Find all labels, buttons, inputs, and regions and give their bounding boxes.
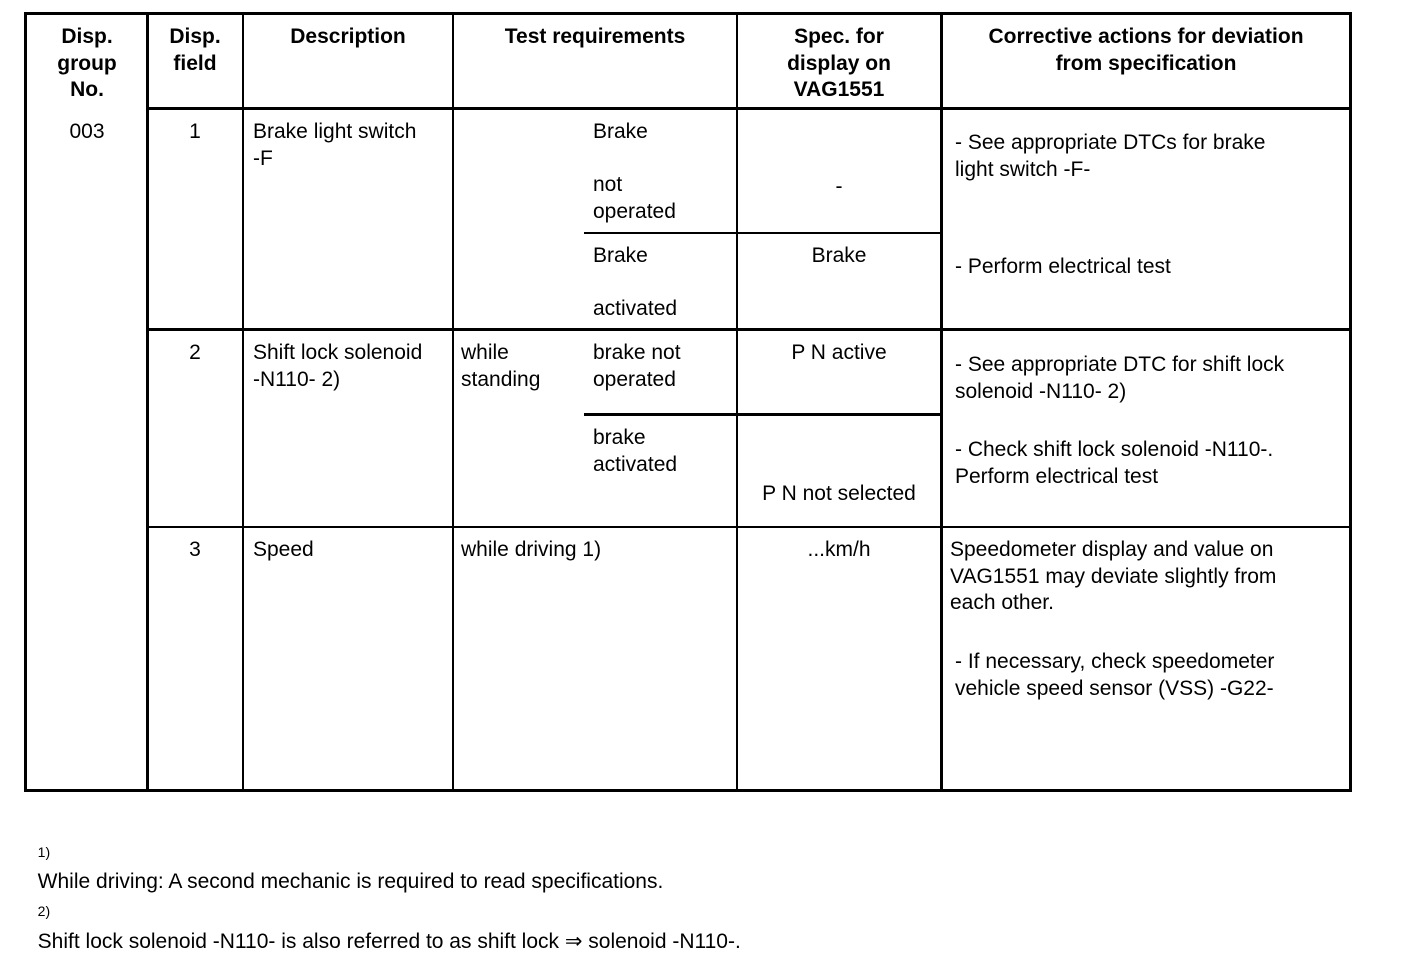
row-3-spec: ...km/h xyxy=(807,538,871,561)
col-sep-3 xyxy=(452,12,454,792)
row-3-description: Speed xyxy=(253,538,314,561)
row-2-description: Shift lock solenoid -N110- 2) xyxy=(253,341,423,391)
table-border-left xyxy=(24,12,27,792)
header-disp-group: Disp. group No. xyxy=(57,25,117,101)
row-1-action-1: - See appropriate DTCs for brake light switch -F- xyxy=(955,131,1266,181)
col-sep-2 xyxy=(242,12,244,792)
row-2-action-1: - See appropriate DTC for shift lock solenoid -N110- 2) xyxy=(955,353,1285,403)
footnote-2-text: Shift lock solenoid -N110- is also referred to as shift lock ⇒ solenoid -N110-. xyxy=(37,930,741,953)
group-number: 003 xyxy=(69,120,105,143)
row-2-spec-b: P N not selected xyxy=(762,482,916,505)
row-1-condition-a: Brake not operated xyxy=(593,120,676,223)
row-2-requirement: while standing xyxy=(461,341,541,391)
row-3-action-1: Speedometer display and value on VAG1551 may deviate slightly from each other. xyxy=(950,538,1277,614)
row-2-spec-a: P N active xyxy=(791,341,887,364)
table-border-top xyxy=(24,12,1352,15)
row-2-condition-b: brake activated xyxy=(593,426,678,476)
footnote-2-mark: 2) xyxy=(37,903,51,919)
row-2-field: 2 xyxy=(189,341,201,364)
footnote-1-mark: 1) xyxy=(37,844,51,860)
row-1-spec-a: - xyxy=(835,175,843,198)
header-spec: Spec. for display on VAG1551 xyxy=(787,25,891,101)
col-sep-5 xyxy=(940,12,943,792)
row-sep-1 xyxy=(146,328,1352,331)
row-1-condition-b: Brake activated xyxy=(593,244,678,320)
row-1-description: Brake light switch -F xyxy=(253,120,417,170)
row-3-requirement: while driving 1) xyxy=(461,538,602,561)
table-border-bottom xyxy=(24,789,1352,792)
row-2-action-2: - Check shift lock solenoid -N110-. Perform electrical test xyxy=(955,438,1274,488)
subrow-sep-2 xyxy=(584,413,942,416)
header-disp-field: Disp. field xyxy=(169,25,221,75)
row-3-field: 3 xyxy=(189,538,201,561)
table-border-right xyxy=(1349,12,1352,792)
row-1-field: 1 xyxy=(189,120,201,143)
col-sep-4 xyxy=(736,12,738,792)
header-corrective-actions: Corrective actions for deviation from specification xyxy=(988,25,1304,75)
row-sep-header xyxy=(146,107,1352,110)
subrow-sep-1 xyxy=(584,232,942,234)
row-sep-2 xyxy=(146,526,1352,528)
footnote-2 xyxy=(26,881,741,954)
footnote-1-text: While driving: A second mechanic is required to read specifications. xyxy=(37,870,664,893)
row-3-action-2: - If necessary, check speedometer vehicle speed sensor (VSS) -G22- xyxy=(955,650,1275,700)
row-1-spec-b: Brake xyxy=(811,244,867,267)
header-description: Description xyxy=(290,25,406,48)
row-1-action-2: - Perform electrical test xyxy=(955,255,1171,278)
row-2-condition-a: brake not operated xyxy=(593,341,681,391)
header-test-requirements: Test requirements xyxy=(504,25,686,48)
